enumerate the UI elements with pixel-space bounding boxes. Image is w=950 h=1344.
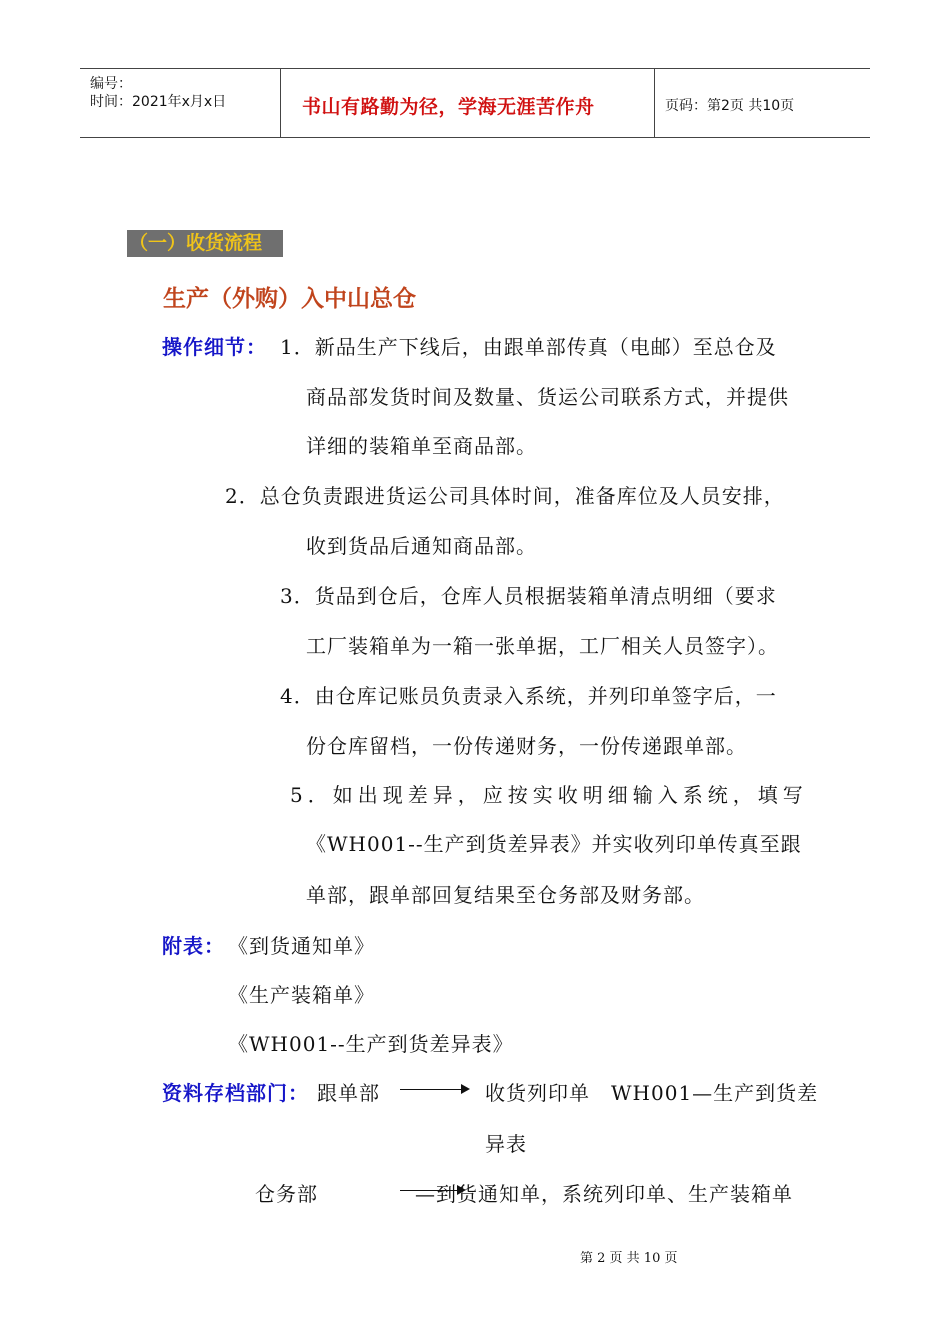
document-time-label: 时间：2021年x月x日	[90, 94, 227, 110]
page-header	[80, 68, 870, 138]
archive-docs: —到货通知单，系统列印单、生产装箱单	[415, 1182, 793, 1206]
detail-line: 商品部发货时间及数量、货运公司联系方式，并提供	[306, 385, 789, 409]
detail-line: 5．如出现差异，应按实收明细输入系统，填写	[290, 783, 808, 807]
detail-line: 3．货品到仓后，仓库人员根据装箱单清点明细（要求	[280, 584, 777, 608]
archive-docs-wrap: 异表	[485, 1132, 527, 1156]
detail-line: 工厂装箱单为一箱一张单据，工厂相关人员签字）。	[306, 634, 779, 658]
attachment-item: 《到货通知单》	[228, 934, 375, 958]
arrow-line	[400, 1089, 462, 1090]
attachment-item: 《生产装箱单》	[228, 983, 375, 1007]
detail-line: 单部，跟单部回复结果至仓务部及财务部。	[306, 883, 705, 907]
header-motto: 书山有路勤为径，学海无涯苦作舟	[302, 96, 595, 118]
header-divider	[280, 69, 281, 137]
attachments-label: 附表：	[162, 934, 225, 958]
archive-dept: 仓务部	[255, 1182, 318, 1206]
archive-dept: 跟单部	[317, 1081, 380, 1105]
document-number-label: 编号：	[90, 76, 132, 92]
sub-title: 生产（外购）入中山总仓	[163, 286, 416, 312]
detail-line: 4．由仓库记账员负责录入系统，并列印单签字后，一	[280, 684, 777, 708]
page-footer: 第 2 页 共 10 页	[580, 1251, 678, 1266]
attachment-item: 《WH001--生产到货差异表》	[228, 1032, 514, 1056]
detail-line: 份仓库留档，一份传递财务，一份传递跟单部。	[306, 734, 747, 758]
section-title: （一）收货流程	[127, 230, 283, 257]
detail-line: 《WH001--生产到货差异表》并实收列印单传真至跟	[306, 832, 802, 856]
detail-line: 详细的装箱单至商品部。	[306, 434, 537, 458]
header-divider	[654, 69, 655, 137]
detail-line: 1．新品生产下线后，由跟单部传真（电邮）至总仓及	[280, 335, 777, 359]
details-label: 操作细节：	[162, 335, 267, 359]
archive-label: 资料存档部门：	[162, 1081, 309, 1105]
arrow-head-icon	[461, 1084, 470, 1094]
detail-line: 收到货品后通知商品部。	[306, 534, 537, 558]
archive-docs: 收货列印单 WH001—生产到货差	[485, 1081, 819, 1105]
header-page-info: 页码：第2页 共10页	[665, 98, 795, 114]
detail-line: 2．总仓负责跟进货运公司具体时间，准备库位及人员安排，	[225, 484, 785, 508]
